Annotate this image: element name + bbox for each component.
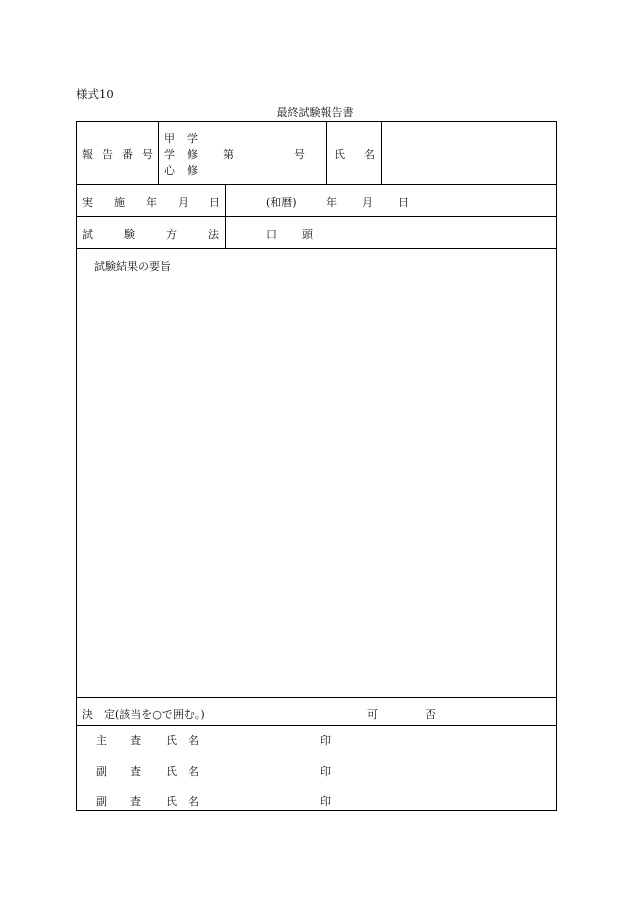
name-label-char: 氏 [334,148,345,161]
label-char: 日 [209,196,220,209]
examiner-name-label: 氏 [166,734,177,747]
label-char: 番 [122,148,133,161]
label-char: 実 [82,196,93,209]
dai-label: 第 [223,148,234,161]
month-label: 月 [362,196,373,209]
day-label: 日 [398,196,409,209]
label-char: 号 [142,148,153,161]
seal-mark: 印 [320,765,331,778]
method-value-char: 頭 [302,228,313,241]
summary-body[interactable] [84,278,549,688]
label-char: 験 [124,228,135,241]
degree-char: 甲 [164,132,175,145]
examiner-role-char: 副 [96,795,107,808]
row-divider [76,184,557,185]
label-char: 月 [178,196,189,209]
decision-option-fail[interactable]: 否 [425,708,436,721]
decision-option-pass[interactable]: 可 [367,708,378,721]
seal-mark: 印 [320,795,331,808]
label-char: 告 [102,148,113,161]
degree-char: 学 [164,148,175,161]
degree-char: 心 [164,164,175,177]
examiner-name-label: 名 [188,734,199,747]
name-label-char: 名 [364,148,375,161]
examiner-role-char: 査 [130,795,141,808]
col-divider [158,121,159,184]
row-divider [76,248,557,249]
col-divider [225,184,226,248]
examiner-name-label: 氏 [166,765,177,778]
degree-char: 修 [187,164,198,177]
label-char: 法 [208,228,219,241]
summary-label: 試験結果の要旨 [94,260,171,273]
row-divider [76,697,557,698]
label-char: 施 [114,196,125,209]
seal-mark: 印 [320,734,331,747]
decision-label: 決 定(該当を○で囲む。) [82,708,205,721]
degree-char: 学 [187,132,198,145]
examiner-name-label: 名 [188,765,199,778]
label-char: 報 [82,148,93,161]
form-number: 様式10 [76,87,114,101]
col-divider [381,121,382,184]
year-label: 年 [326,196,337,209]
go-label: 号 [294,148,305,161]
examiner-role-char: 主 [96,734,107,747]
label-char: 年 [146,196,157,209]
degree-char: 修 [187,148,198,161]
col-divider [326,121,327,184]
examiner-name-label: 氏 [166,795,177,808]
era-label: (和暦) [266,196,297,209]
row-divider [76,216,557,217]
document-title: 最終試験報告書 [276,106,354,119]
examiner-role-char: 査 [130,734,141,747]
label-char: 方 [166,228,177,241]
row-divider [76,725,557,726]
examiner-role-char: 査 [130,765,141,778]
label-char: 試 [82,228,93,241]
examiner-role-char: 副 [96,765,107,778]
examiner-name-label: 名 [188,795,199,808]
method-value-char: 口 [266,228,277,241]
